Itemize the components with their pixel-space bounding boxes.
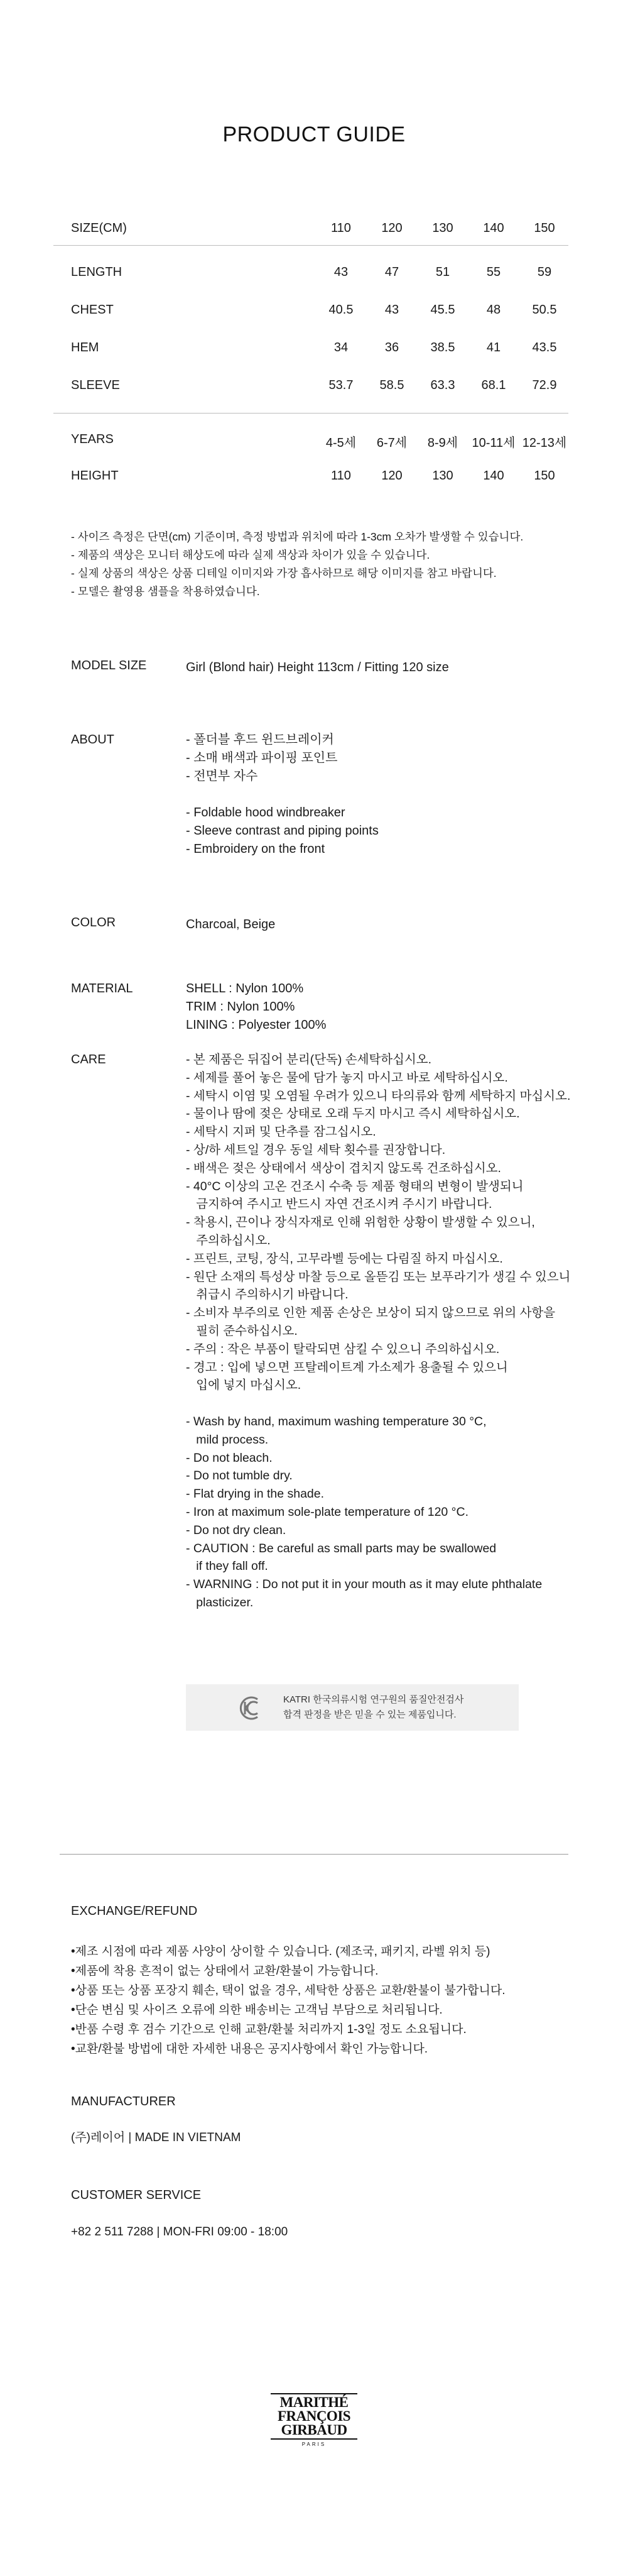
model-size-label: MODEL SIZE <box>71 659 147 672</box>
care-line: - 소비자 부주의로 인한 제품 손상은 보상이 되지 않으므로 위의 사항을 <box>186 1306 556 1320</box>
table-row <box>71 432 565 458</box>
table-row <box>71 303 565 328</box>
table-row <box>71 378 565 403</box>
table-cell: 41 <box>486 341 501 354</box>
table-divider <box>53 413 568 414</box>
kc-text <box>283 1692 463 1723</box>
kc-certification-badge <box>186 1684 519 1731</box>
care-line: - Do not dry clean. <box>186 1523 286 1537</box>
care-line: - 본 제품은 뒤집어 분리(단독) 손세탁하십시오. <box>186 1053 432 1066</box>
manufacturer-label: MANUFACTURER <box>71 2095 176 2108</box>
about-line: - Embroidery on the front <box>186 842 325 856</box>
table-cell: 34 <box>333 341 349 354</box>
kc-text-line: KATRI 한국의류시험 연구원의 품질안전검사 <box>283 1694 464 1705</box>
care-line: plasticizer. <box>186 1595 254 1609</box>
table-cell: 12-13세 <box>522 436 567 450</box>
about-line: - 소매 배색과 파이핑 포인트 <box>186 751 338 765</box>
row-label: HEM <box>71 341 99 354</box>
row-label: YEARS <box>71 432 114 446</box>
care-line: mild process. <box>186 1432 269 1447</box>
material-line: SHELL : Nylon 100% <box>186 982 304 995</box>
care-line: 입에 넣지 마십시오. <box>186 1378 301 1393</box>
table-cell: 150 <box>534 469 555 483</box>
care-line: - 세탁시 지퍼 및 단추를 잠그십시오. <box>186 1125 376 1139</box>
table-cell: 58.5 <box>379 378 404 392</box>
table-cell: 120 <box>381 469 403 483</box>
care-line: - Flat drying in the shade. <box>186 1487 325 1501</box>
table-cell: 36 <box>384 341 399 354</box>
logo-rule <box>271 2438 357 2440</box>
table-cell: 63.3 <box>430 378 455 392</box>
color-value: Charcoal, Beige <box>186 918 276 931</box>
table-cell: 140 <box>483 469 504 483</box>
table-cell: 45.5 <box>430 303 455 317</box>
customer-service-label: CUSTOMER SERVICE <box>71 2188 202 2202</box>
spacer <box>186 786 379 804</box>
care-line: - Wash by hand, maximum washing temperature 30 °C, <box>186 1414 487 1428</box>
row-label: CHEST <box>71 303 114 317</box>
exchange-line: •반품 수령 후 검수 기간으로 인해 교환/환불 처리까지 1-3일 정도 소요됩니다. <box>71 2023 467 2036</box>
about-line: - Foldable hood windbreaker <box>186 806 345 819</box>
table-cell: 51 <box>435 265 450 279</box>
table-cell: 4-5세 <box>325 436 357 450</box>
about-line: - 폴더블 후드 윈드브레이커 <box>186 733 334 747</box>
care-line: - 경고 : 입에 넣으면 프탈레이트계 가소제가 용출될 수 있으니 <box>186 1360 508 1374</box>
note-line: - 실제 상품의 색상은 상품 디테일 이미지와 가장 흡사하므로 해당 이미지를 참고 바랍니다. <box>71 567 497 579</box>
table-header-label: SIZE(CM) <box>71 221 127 235</box>
table-cell: 43 <box>333 265 349 279</box>
row-label: HEIGHT <box>71 469 119 483</box>
exchange-body <box>71 1942 506 2059</box>
spacer <box>186 1395 588 1413</box>
exchange-line: •단순 변심 및 사이즈 오류에 의한 배송비는 고객님 부담으로 처리됩니다. <box>71 2003 443 2017</box>
care-line: - 상/하 세트일 경우 동일 세탁 횟수를 권장합니다. <box>186 1143 446 1157</box>
care-line: - Iron at maximum sole-plate temperature of 120 °C. <box>186 1504 468 1519</box>
care-line: 취급시 주의하시기 바랍니다. <box>186 1288 349 1302</box>
brand-logo <box>267 2393 361 2447</box>
material-body <box>186 980 326 1034</box>
table-divider <box>53 245 568 246</box>
table-cell: 38.5 <box>430 341 455 354</box>
table-cell: 53.7 <box>328 378 354 392</box>
care-line: - 세제를 풀어 놓은 물에 담가 놓지 마시고 바로 세탁하십시오. <box>186 1070 508 1085</box>
exchange-line: •교환/환불 방법에 대한 자세한 내용은 공지사항에서 확인 가능합니다. <box>71 2042 428 2056</box>
care-line: - 주의 : 작은 부품이 탈락되면 삼킬 수 있으니 주의하십시오. <box>186 1342 500 1356</box>
model-size-value: Girl (Blond hair) Height 113cm / Fitting 120 size <box>186 660 449 674</box>
color-label: COLOR <box>71 916 116 929</box>
note-line: - 제품의 색상은 모니터 해상도에 따라 실제 색상과 차이가 있을 수 있습니다. <box>71 549 430 561</box>
table-cell: 72.9 <box>532 378 557 392</box>
note-line: - 사이즈 측정은 단면(cm) 기준이며, 측정 방법과 위치에 따라 1-3cm 오차가 발생할 수 있습니다. <box>71 530 524 543</box>
care-label: CARE <box>71 1053 106 1066</box>
row-label: SLEEVE <box>71 378 120 392</box>
table-cell: 130 <box>432 469 453 483</box>
exchange-line: •상품 또는 상품 포장지 훼손, 택이 없을 경우, 세탁한 상품은 교환/환불이 불가합니다. <box>71 1984 506 1997</box>
logo-line: GIRBAUD <box>281 2422 347 2438</box>
table-cell: 50.5 <box>532 303 557 317</box>
care-line: - 배색은 젖은 상태에서 색상이 겹치지 않도록 건조하십시오. <box>186 1161 501 1175</box>
table-header-cell: 150 <box>534 221 555 235</box>
care-line: if they fall off. <box>186 1559 268 1574</box>
size-notes <box>71 528 523 601</box>
row-label: LENGTH <box>71 265 122 279</box>
care-line: - CAUTION : Be careful as small parts may be swallowed <box>186 1541 497 1555</box>
care-line: - 40°C 이상의 고온 건조시 수축 등 제품 형태의 변형이 발생되니 <box>186 1179 524 1193</box>
logo-line: MARITHÉ <box>279 2394 349 2410</box>
kc-text-line: 합격 판정을 받은 믿을 수 있는 제품입니다. <box>283 1709 457 1720</box>
about-body <box>186 731 379 858</box>
table-header-cell: 110 <box>331 221 351 235</box>
care-line: - 원단 소재의 특성상 마찰 등으로 올뜯김 또는 보푸라기가 생길 수 있으니 <box>186 1269 571 1284</box>
table-row <box>71 469 565 494</box>
care-line: - Do not tumble dry. <box>186 1469 293 1483</box>
table-cell: 43 <box>384 303 399 317</box>
table-cell: 55 <box>486 265 501 279</box>
table-cell: 10-11세 <box>472 436 516 450</box>
table-cell: 40.5 <box>328 303 354 317</box>
care-line: 주의하십시오. <box>186 1233 271 1247</box>
material-label: MATERIAL <box>71 982 133 995</box>
logo-line: FRANÇOIS <box>277 2408 351 2424</box>
table-cell: 110 <box>331 469 351 483</box>
manufacturer-value: (주)레이어 | MADE IN VIETNAM <box>71 2131 241 2144</box>
section-divider <box>60 1854 568 1855</box>
logo-sub: PARIS <box>301 2442 327 2447</box>
table-cell: 59 <box>537 265 552 279</box>
table-row <box>71 265 565 290</box>
about-line: - Sleeve contrast and piping points <box>186 824 379 838</box>
care-body <box>186 1051 588 1612</box>
material-line: LINING : Polyester 100% <box>186 1018 327 1032</box>
exchange-line: •제조 시점에 따라 제품 사양이 상이할 수 있습니다. (제조국, 패키지, 라벨 위치 등) <box>71 1945 490 1958</box>
note-line: - 모델은 촬영용 샘플을 착용하였습니다. <box>71 585 260 598</box>
table-cell: 43.5 <box>532 341 557 354</box>
table-cell: 68.1 <box>481 378 506 392</box>
care-line: - 착용시, 끈이나 장식자재로 인해 위험한 상황이 발생할 수 있으니, <box>186 1215 535 1230</box>
page-title: PRODUCT GUIDE <box>222 123 406 146</box>
care-line: 필히 준수하십시오. <box>186 1324 298 1338</box>
exchange-line: •제품에 착용 흔적이 없는 상태에서 교환/환불이 가능합니다. <box>71 1965 379 1978</box>
table-row <box>71 341 565 366</box>
table-header-cell: 140 <box>483 221 504 235</box>
care-line: - 프린트, 코팅, 장식, 고무라벨 등에는 다림질 하지 마십시오. <box>186 1251 503 1266</box>
table-cell: 8-9세 <box>427 436 458 450</box>
exchange-label: EXCHANGE/REFUND <box>71 1904 198 1918</box>
table-cell: 47 <box>384 265 399 279</box>
about-line: - 전면부 자수 <box>186 769 258 783</box>
table-header-row <box>71 221 565 246</box>
customer-service-value: +82 2 511 7288 | MON-FRI 09:00 - 18:00 <box>71 2225 288 2239</box>
about-label: ABOUT <box>71 733 114 747</box>
table-header-cell: 120 <box>381 221 403 235</box>
care-line: 금지하여 주시고 반드시 자연 건조시켜 주시기 바랍니다. <box>186 1197 492 1212</box>
table-header-cell: 130 <box>432 221 453 235</box>
care-line: - 물이나 땀에 젖은 상태로 오래 두지 마시고 즉시 세탁하십시오. <box>186 1107 520 1121</box>
table-cell: 6-7세 <box>376 436 408 450</box>
care-line: - Do not bleach. <box>186 1450 273 1465</box>
material-line: TRIM : Nylon 100% <box>186 1000 295 1014</box>
kc-mark-icon <box>237 1696 263 1721</box>
care-line: - WARNING : Do not put it in your mouth as it may elute phthalate <box>186 1577 543 1592</box>
care-line: - 세탁시 이염 및 오염될 우려가 있으니 타의류와 함께 세탁하지 마십시오. <box>186 1088 571 1103</box>
table-cell: 48 <box>486 303 501 317</box>
